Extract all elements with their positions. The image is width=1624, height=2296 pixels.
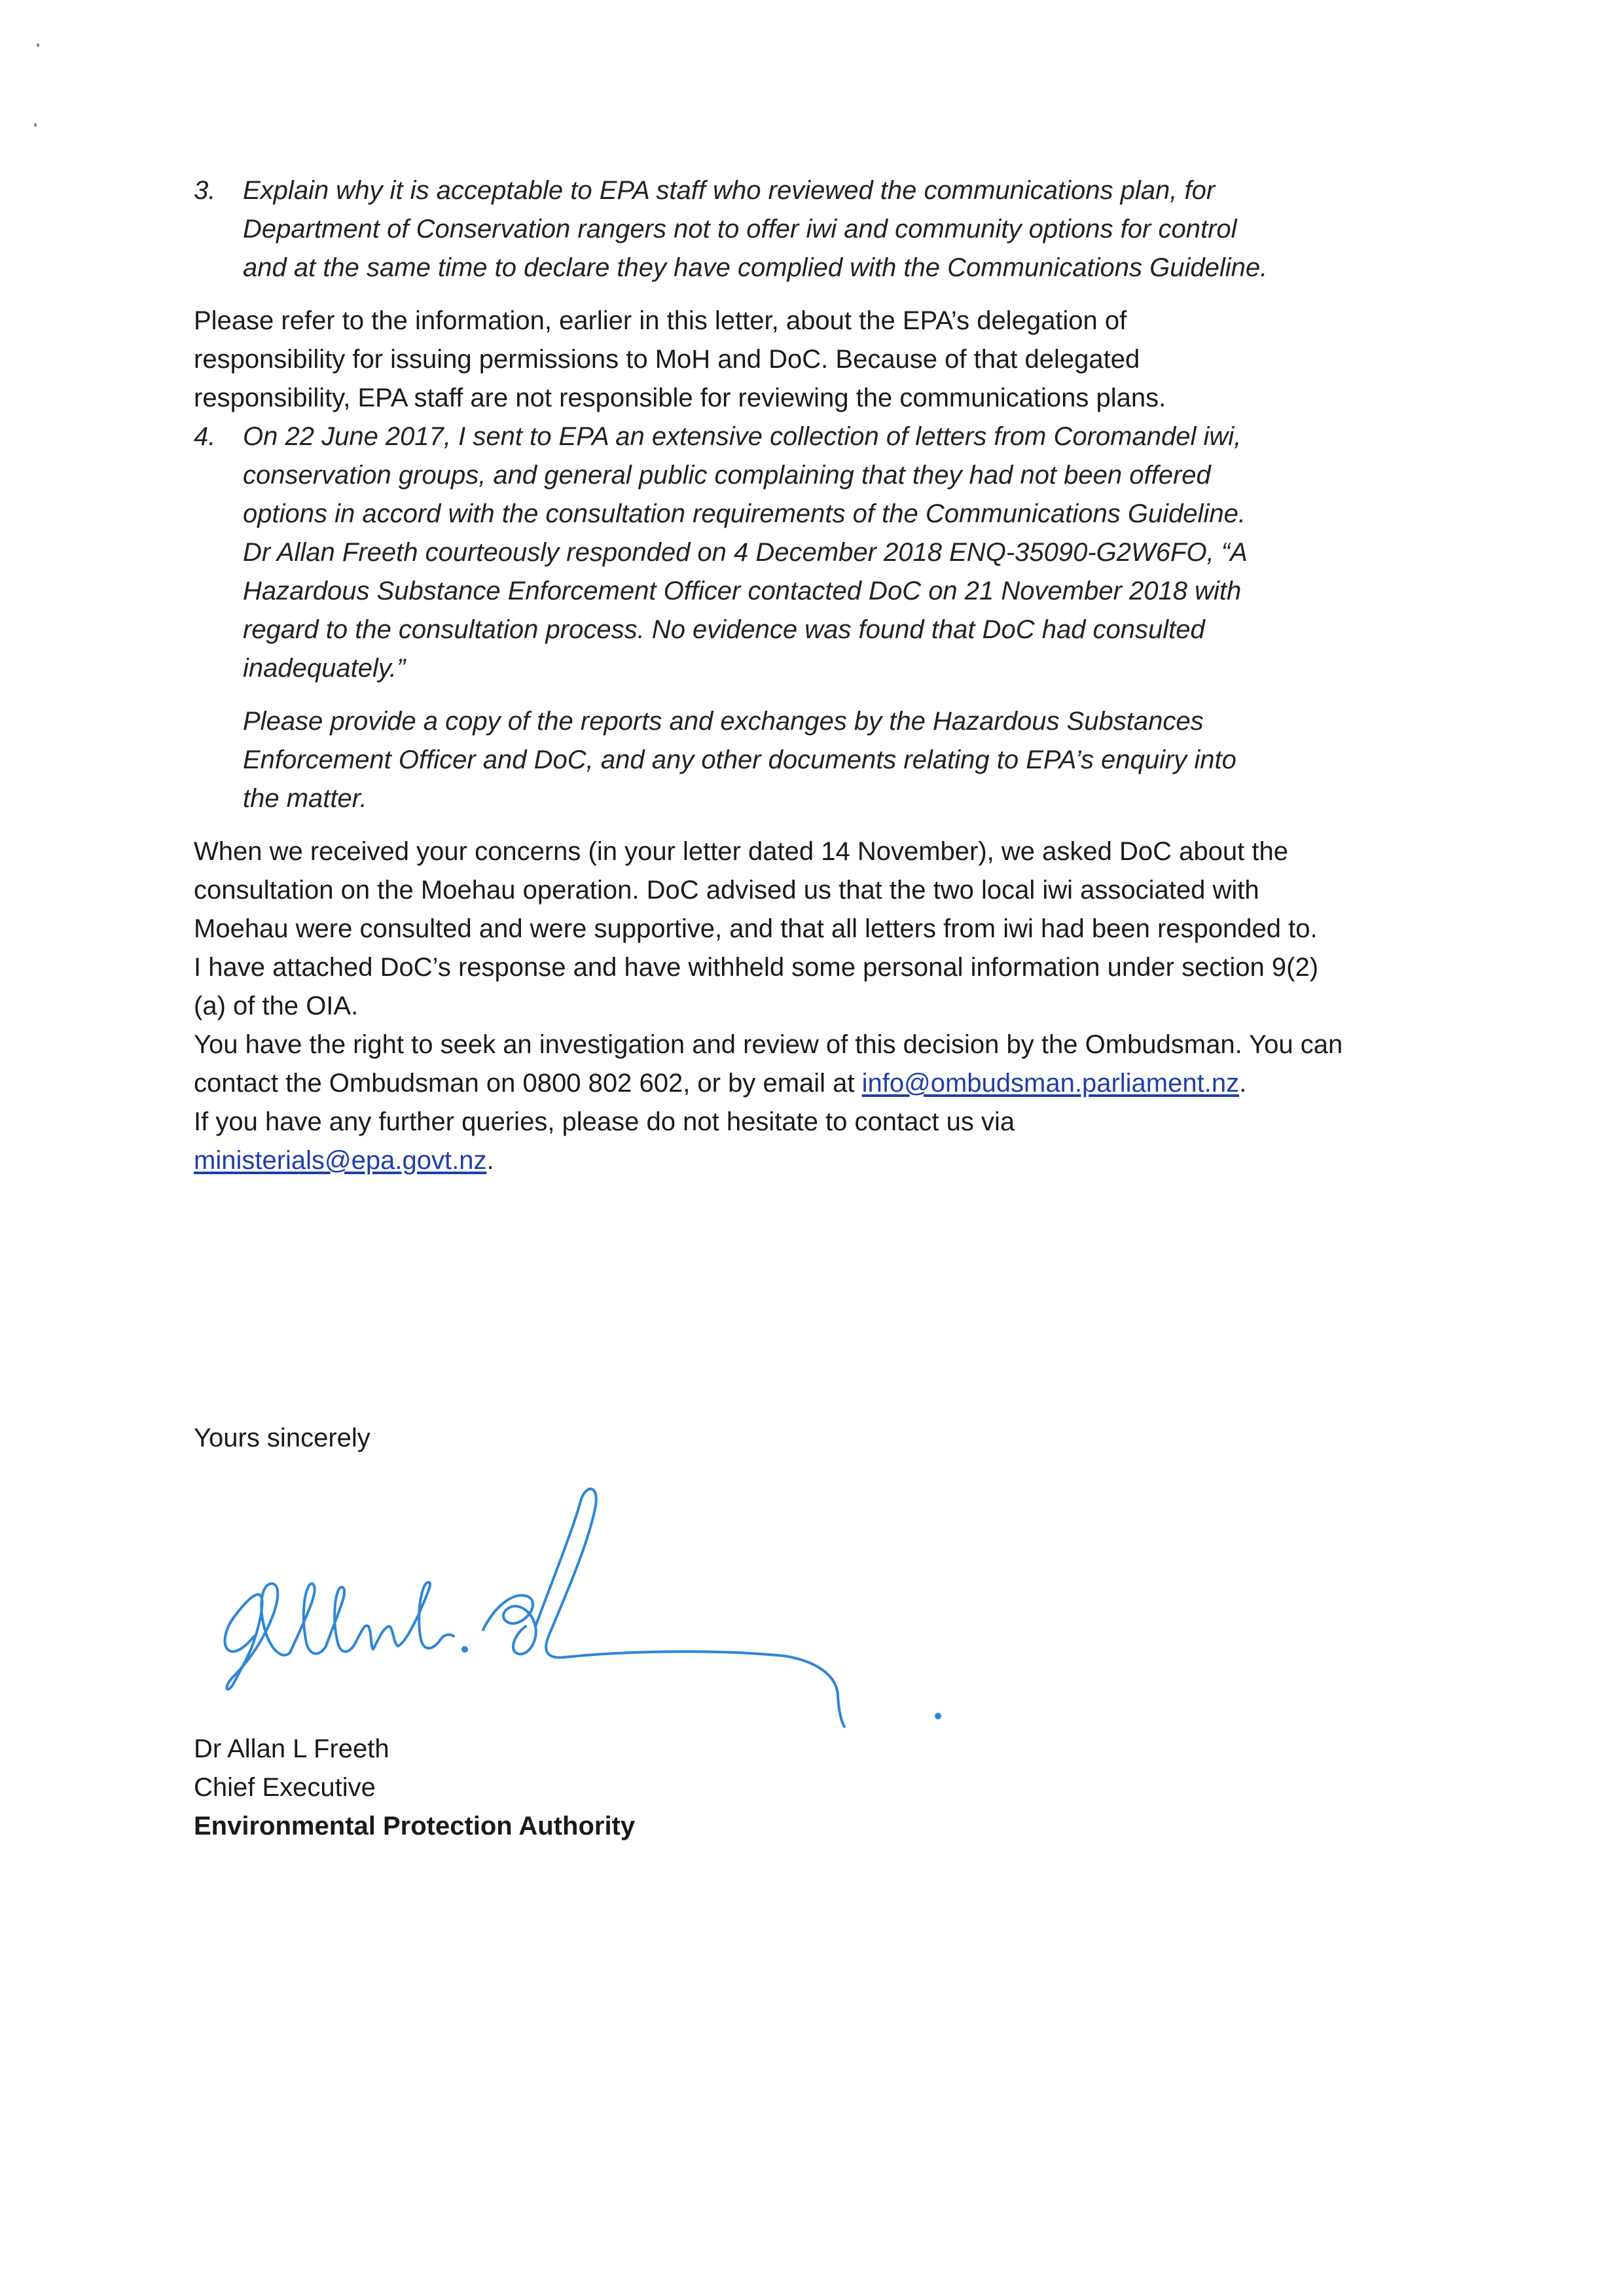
question-text: Explain why it is acceptable to EPA staff who reviewed the communications plan, for Department of Conservation rangers not to offer iwi and community options for control and at the same time to declare they have complied with the Communications Guideline. bbox=[243, 176, 1268, 282]
signature-block bbox=[194, 1730, 635, 1846]
question-text-followup: Please provide a copy of the reports and exchanges by the Hazardous Substances Enforcement Officer and DoC, and any other documents relating to EPA’s enquiry into the matter. bbox=[243, 707, 1236, 813]
scan-speck bbox=[37, 43, 39, 47]
scan-speck bbox=[34, 123, 37, 127]
question-number: 4. bbox=[194, 422, 216, 451]
question-3 bbox=[194, 171, 1271, 287]
answer-4: When we received your concerns (in your letter dated 14 November), we asked DoC about the consultation on the Moehau operation. DoC advised us that the two local iwi associated with Moehau were consulted and were supportive, and that all letters from iwi had been responded to. bbox=[194, 837, 1318, 943]
ombudsman-text: You have the right to seek an investigation and review of this decision by the Ombudsman. You can contact the Ombudsman on 0800 802 602, or by email at bbox=[194, 1030, 1343, 1098]
punctuation: . bbox=[486, 1146, 494, 1175]
letter-body bbox=[194, 171, 1359, 1180]
ombudsman-paragraph bbox=[194, 1026, 1372, 1103]
signature bbox=[208, 1486, 961, 1734]
answer-3: Please refer to the information, earlier in this letter, about the EPA’s delegation of responsibility for issuing permissions to MoH and DoC. Because of that delegated responsibility, EPA staff are not responsible for reviewing the communications plans. bbox=[194, 306, 1166, 412]
question-text: On 22 June 2017, I sent to EPA an extensive collection of letters from Coromandel iwi, conservation groups, and general public complaining that they had not been offered options in accord with the consultation requirements of the Communications Guideline. Dr Allan Freeth courteously responded on 4 December 2018 ENQ-35090-G2W6FO, “A Hazardous Substance Enforcement Officer contacted DoC on 21 November 2018 with regard to the consultation process. No evidence was found that DoC had consulted inadequately.” bbox=[243, 422, 1247, 683]
ministerials-email-link[interactable]: ministerials@epa.govt.nz bbox=[194, 1146, 487, 1175]
signatory-name: Dr Allan L Freeth bbox=[194, 1734, 389, 1763]
punctuation: . bbox=[1239, 1069, 1247, 1098]
signatory-organisation: Environmental Protection Authority bbox=[194, 1812, 636, 1840]
queries-paragraph bbox=[194, 1103, 1241, 1180]
ombudsman-email-link[interactable]: info@ombudsman.parliament.nz bbox=[861, 1069, 1240, 1098]
attachment-note: I have attached DoC’s response and have withheld some personal information under section 9(2)(a) of the OIA. bbox=[194, 953, 1319, 1020]
signatory-title: Chief Executive bbox=[194, 1773, 376, 1802]
queries-text: If you have any further queries, please do not hesitate to contact us via bbox=[194, 1107, 1015, 1136]
closing: Yours sincerely bbox=[194, 1424, 370, 1452]
question-4 bbox=[194, 418, 1277, 818]
question-number: 3. bbox=[194, 176, 216, 205]
